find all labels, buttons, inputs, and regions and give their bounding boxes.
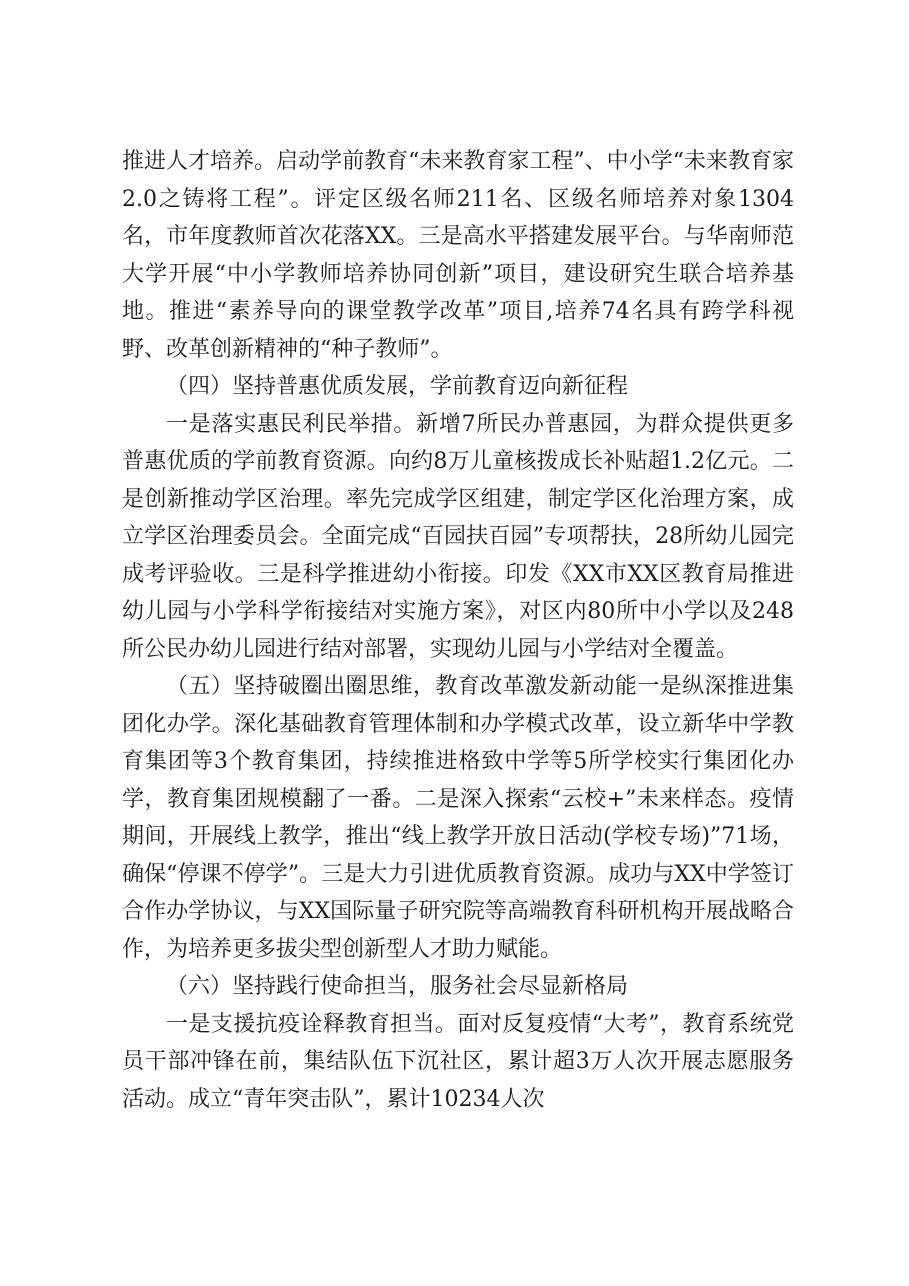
document-body [122, 143, 794, 1118]
paragraph-talent-cultivation: 推进人才培养。启动学前教育“未来教育家工程”、中小学“未来教育家2.0之铸将工程”。评定区级名师211名、区级名师培养对象1304名，市年度教师首次花落XX。三是高水平搭建发展平台。与华南师范大学开展“中小学教师培养协同创新”项目，建设研究生联合培养基地。推进“素养导向的课堂教学改革”项目,培养74名具有跨学科视野、改革创新精神的“种子教师”。 [122, 149, 794, 362]
paragraph-preschool: 一是落实惠民利民举措。新增7所民办普惠园，为群众提供更多普惠优质的学前教育资源。向约8万儿童核拨成长补贴超1.2亿元。二是创新推动学区治理。率先完成学区组建，制定学区化治理方案，成立学区治理委员会。全面完成“百园扶百园”专项帮扶，28所幼儿园完成考评验收。三是科学推进幼小衔接。印发《XX市XX区教育局推进幼儿园与小学科学衔接结对实施方案》，对区内80所中小学以及248所公民办幼儿园进行结对部署，实现幼儿园与小学结对全覆盖。 [122, 411, 794, 662]
paragraph-education-reform: （五）坚持破圈出圈思维，教育改革激发新动能一是纵深推进集团化办学。深化基础教育管理体制和办学模式改革，设立新华中学教育集团等3个教育集团，持续推进格致中学等5所学校实行集团化办学，教育集团规模翻了一番。二是深入探索“云校+”未来样态。疫情期间，开展线上教学，推出“线上教学开放日活动(学校专场)”71场，确保“停课不停学”。三是大力引进优质教育资源。成功与XX中学签订合作办学协议，与XX国际量子研究院等高端教育科研机构开展战略合作，为培养更多拔尖型创新型人才助力赋能。 [122, 674, 794, 962]
section-heading-preschool: （四）坚持普惠优质发展，学前教育迈向新征程 [166, 374, 629, 399]
section-heading-social-service: （六）坚持践行使命担当，服务社会尽显新格局 [166, 974, 629, 999]
paragraph-epidemic-support: 一是支援抗疫诠释教育担当。面对反复疫情“大考”，教育系统党员干部冲锋在前，集结队伍下沉社区，累计超3万人次开展志愿服务活动。成立“青年突击队”，累计10234人次 [122, 1011, 794, 1112]
